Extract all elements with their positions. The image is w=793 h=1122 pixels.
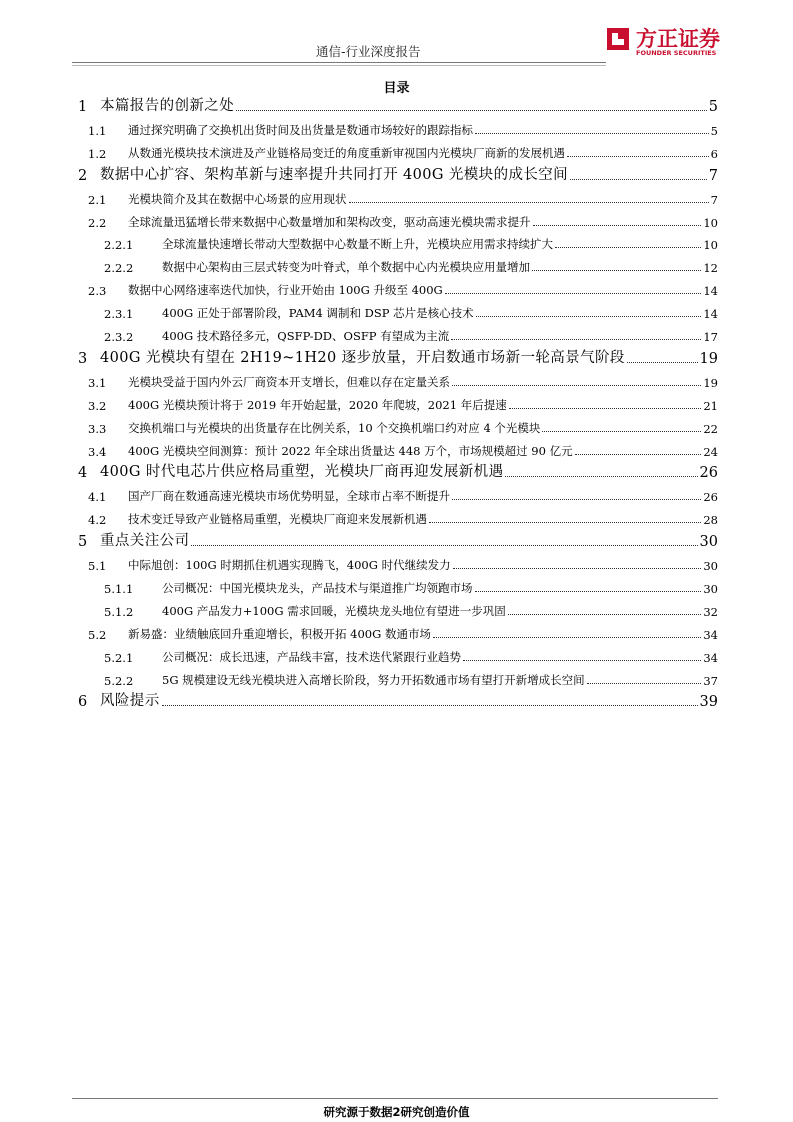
toc-dot-leader (463, 659, 701, 661)
toc-entry[interactable] (72, 139, 718, 161)
header-title: 通信-行业深度报告 (316, 44, 421, 59)
toc-dot-leader (555, 246, 701, 248)
toc-entry-number: 4.2 (88, 513, 107, 528)
toc-entry-page: 39 (699, 694, 718, 711)
toc-dot-leader (451, 338, 701, 340)
toc-entry-title: 公司概况：成长迅速，产品线丰富，技术迭代紧跟行业趋势 (162, 649, 461, 664)
toc-dot-leader (508, 613, 702, 615)
toc-entry-number: 1 (78, 99, 88, 115)
toc-dot-leader (453, 567, 702, 569)
toc-entry-page: 26 (699, 465, 718, 482)
toc-entry-page: 30 (703, 581, 718, 596)
toc-entry-page: 7 (710, 192, 718, 207)
toc-dot-leader (476, 315, 702, 317)
toc-entry[interactable] (72, 482, 718, 504)
toc-dot-leader (509, 407, 702, 409)
toc-entry-number: 2.2 (88, 215, 107, 230)
toc-dot-leader (236, 109, 707, 111)
toc-dot-leader (587, 682, 702, 684)
toc-entry-number: 2.1 (88, 192, 107, 207)
toc-entry[interactable] (72, 574, 718, 596)
toc-entry-number: 4 (78, 465, 88, 482)
toc-entry-title: 风险提示 (100, 693, 160, 710)
toc-entry[interactable] (72, 688, 718, 710)
toc-entry[interactable] (72, 391, 718, 413)
toc-entry-number: 3.4 (88, 444, 107, 459)
toc-entry-number: 6 (78, 694, 88, 711)
toc-entry-number: 4.1 (88, 490, 107, 505)
toc-entry-page: 37 (703, 673, 718, 688)
toc-entry-number: 2 (78, 167, 88, 184)
toc-dot-leader (349, 201, 709, 203)
toc-entry-page: 30 (699, 534, 718, 551)
toc-entry-page: 30 (703, 559, 718, 573)
toc-entry-number: 2.3.2 (104, 330, 134, 344)
toc-entry-number: 2.2.1 (104, 238, 134, 253)
toc-entry-title: 通过探究明确了交换机出货时间及出货量是数通市场较好的跟踪指标 (128, 122, 473, 137)
toc-dot-leader (570, 178, 707, 180)
toc-entry-number: 5.2.2 (104, 673, 134, 688)
toc-entry-page: 34 (703, 650, 718, 665)
toc-entry[interactable] (72, 299, 718, 321)
toc-entry-title: 公司概况：中国光模块龙头，产品技术与渠道推广均领跑市场 (162, 580, 473, 595)
toc-dot-leader (191, 544, 697, 546)
toc-dot-leader (475, 590, 702, 592)
toc-entry-title: 数据中心扩容、架构革新与速率提升共同打开 400G 光模块的成长空间 (100, 166, 569, 183)
founder-logo-icon (604, 25, 632, 53)
toc-entry-page: 34 (703, 627, 718, 642)
toc-entry-title: 400G 产品发力+100G 需求回暖，光模块龙头地位有望进一步巩固 (162, 603, 506, 618)
toc-entry[interactable] (72, 345, 718, 367)
company-logo (604, 23, 722, 59)
toc-entry-title: 国产厂商在数通高速光模块市场优势明显，全球市占率不断提升 (128, 489, 450, 504)
toc-dot-leader (452, 498, 701, 500)
toc-entry-title: 本篇报告的创新之处 (100, 98, 235, 114)
toc-entry[interactable] (72, 230, 718, 252)
toc-entry-page: 14 (703, 284, 718, 299)
toc-entry-page: 19 (703, 375, 718, 390)
toc-dot-leader (533, 224, 702, 226)
toc-entry-page: 14 (703, 307, 718, 322)
toc-dot-leader (567, 155, 709, 157)
toc-dot-leader (162, 704, 698, 706)
toc-entry-title: 数据中心架构由三层式转变为叶脊式，单个数据中心内光模块应用量增加 (162, 260, 530, 275)
header-rule-secondary (72, 65, 606, 66)
toc-entry-page: 17 (703, 330, 718, 344)
toc-entry-page: 28 (703, 513, 718, 528)
toc-entry-title: 400G 技术路径多元，QSFP-DD、OSFP 有望成为主流 (162, 329, 450, 343)
toc-entry-page: 32 (703, 604, 718, 619)
toc-entry-title: 光模块简介及其在数据中心场景的应用现状 (128, 191, 347, 206)
toc-entry-page: 10 (703, 238, 718, 253)
toc-dot-leader (433, 636, 701, 638)
toc-entry[interactable] (72, 551, 718, 573)
toc-entry-page: 5 (710, 123, 718, 138)
toc-entry-number: 5 (78, 534, 88, 551)
toc-dot-leader (445, 292, 702, 294)
toc-entry-title: 从数通光模块技术演进及产业链格局变迁的角度重新审视国内光模块厂商新的发展机遇 (128, 145, 565, 160)
toc-entry-number: 3.1 (88, 375, 107, 390)
toc-dot-leader (452, 384, 701, 386)
toc-entry-title: 重点关注公司 (100, 533, 190, 550)
toc-entry-title: 400G 光模块有望在 2H19~1H20 逐步放量，开启数通市场新一轮高景气阶段 (100, 349, 625, 366)
toc-entry[interactable] (72, 116, 718, 138)
toc-entry-title: 全球流量迅猛增长带来数据中心数量增加和架构改变，驱动高速光模块需求提升 (128, 214, 531, 229)
toc-entry-number: 3.2 (88, 398, 107, 413)
toc-entry-title: 交换机端口与光模块的出货量存在比例关系，10 个交换机端口约对应 4 个光模块 (128, 420, 541, 435)
toc-entry-title: 数据中心网络速率迭代加快，行业开始由 100G 升级至 400G (128, 283, 443, 298)
toc-title: 目录 (383, 81, 410, 96)
toc-entry-number: 2.3 (88, 284, 107, 299)
toc-entry-number: 5.1.1 (104, 581, 134, 596)
toc-entry[interactable] (72, 368, 718, 390)
toc-dot-leader (575, 453, 702, 455)
toc-dot-leader (542, 430, 701, 432)
toc-entry-page: 7 (708, 167, 718, 184)
toc-entry[interactable] (72, 253, 718, 275)
footer-slogan: 研究源于数据2研究创造价值 (323, 1105, 470, 1119)
toc-entry-number: 3.3 (88, 421, 107, 436)
toc-dot-leader (475, 132, 709, 134)
toc-entry-page: 22 (703, 421, 718, 436)
toc-entry-title: 400G 光模块预计将于 2019 年开始起量，2020 年爬坡，2021 年后提速 (128, 397, 507, 412)
toc-entry-number: 5.1.2 (104, 604, 134, 619)
toc-entry-title: 中际旭创：100G 时期抓住机遇实现腾飞，400G 时代继续发力 (128, 558, 451, 572)
toc-entry[interactable] (72, 322, 718, 344)
toc-entry[interactable] (72, 528, 718, 550)
toc-entry-number: 5.2 (88, 627, 107, 642)
toc-entry[interactable] (72, 666, 718, 688)
toc-entry-title: 400G 光模块空间测算：预计 2022 年全球出货量达 448 万个，市场规模超过 90 亿元 (128, 443, 573, 458)
toc-entry-page: 12 (703, 261, 718, 276)
toc-entry-number: 3 (78, 350, 88, 367)
toc-dot-leader (505, 475, 697, 477)
toc-entry-page: 26 (703, 490, 718, 505)
toc-entry-number: 2.3.1 (104, 307, 134, 322)
toc-entry-title: 400G 正处于部署阶段，PAM4 调制和 DSP 芯片是核心技术 (162, 306, 474, 321)
toc-entry[interactable] (72, 208, 718, 230)
footer-rule (72, 1098, 718, 1099)
toc-entry-page: 21 (703, 398, 718, 413)
toc-entry-title: 400G 时代电芯片供应格局重塑，光模块厂商再迎发展新机遇 (100, 464, 504, 481)
toc-entry[interactable] (72, 643, 718, 665)
toc-dot-leader (627, 361, 698, 363)
toc-entry-title: 5G 规模建设无线光模块进入高增长阶段，努力开拓数通市场有望打开新增成长空间 (162, 672, 585, 687)
toc-entry-page: 19 (699, 350, 718, 367)
toc-dot-leader (429, 521, 701, 523)
toc-entry[interactable] (72, 597, 718, 619)
toc-dot-leader (532, 269, 701, 271)
toc-entry[interactable] (72, 276, 718, 298)
toc-entry-number: 5.1 (88, 559, 107, 573)
header-rule (72, 62, 606, 63)
toc-entry-page: 5 (708, 99, 718, 115)
toc-entry[interactable] (72, 162, 718, 184)
toc-entry-number: 5.2.1 (104, 650, 134, 665)
toc-entry-page: 24 (703, 444, 718, 459)
toc-entry-number: 1.1 (88, 123, 107, 138)
toc-entry[interactable] (72, 459, 718, 481)
logo-english-name: FOUNDER SECURITIES (636, 49, 717, 57)
toc-entry[interactable] (72, 414, 718, 436)
toc-entry-page: 10 (703, 215, 718, 230)
toc-entry-title: 光模块受益于国内外云厂商资本开支增长，但难以存在定量关系 (128, 374, 450, 389)
toc-entry-page: 6 (710, 146, 718, 161)
toc-entry[interactable] (72, 505, 718, 527)
toc-entry-title: 全球流量快速增长带动大型数据中心数量不断上升，光模块应用需求持续扩大 (162, 237, 553, 252)
toc-entry-title: 新易盛：业绩触底回升重迎增长，积极开拓 400G 数通市场 (128, 626, 431, 641)
toc-entry-title: 技术变迁导致产业链格局重塑，光模块厂商迎来发展新机遇 (128, 512, 427, 527)
toc-entry[interactable] (72, 185, 718, 207)
toc-entry[interactable] (72, 437, 718, 459)
toc-entry-number: 2.2.2 (104, 261, 134, 276)
toc-entry-number: 1.2 (88, 146, 107, 161)
logo-chinese-name: 方正证券 (636, 27, 720, 51)
toc-entry[interactable] (72, 620, 718, 642)
toc-entry[interactable] (72, 93, 718, 115)
